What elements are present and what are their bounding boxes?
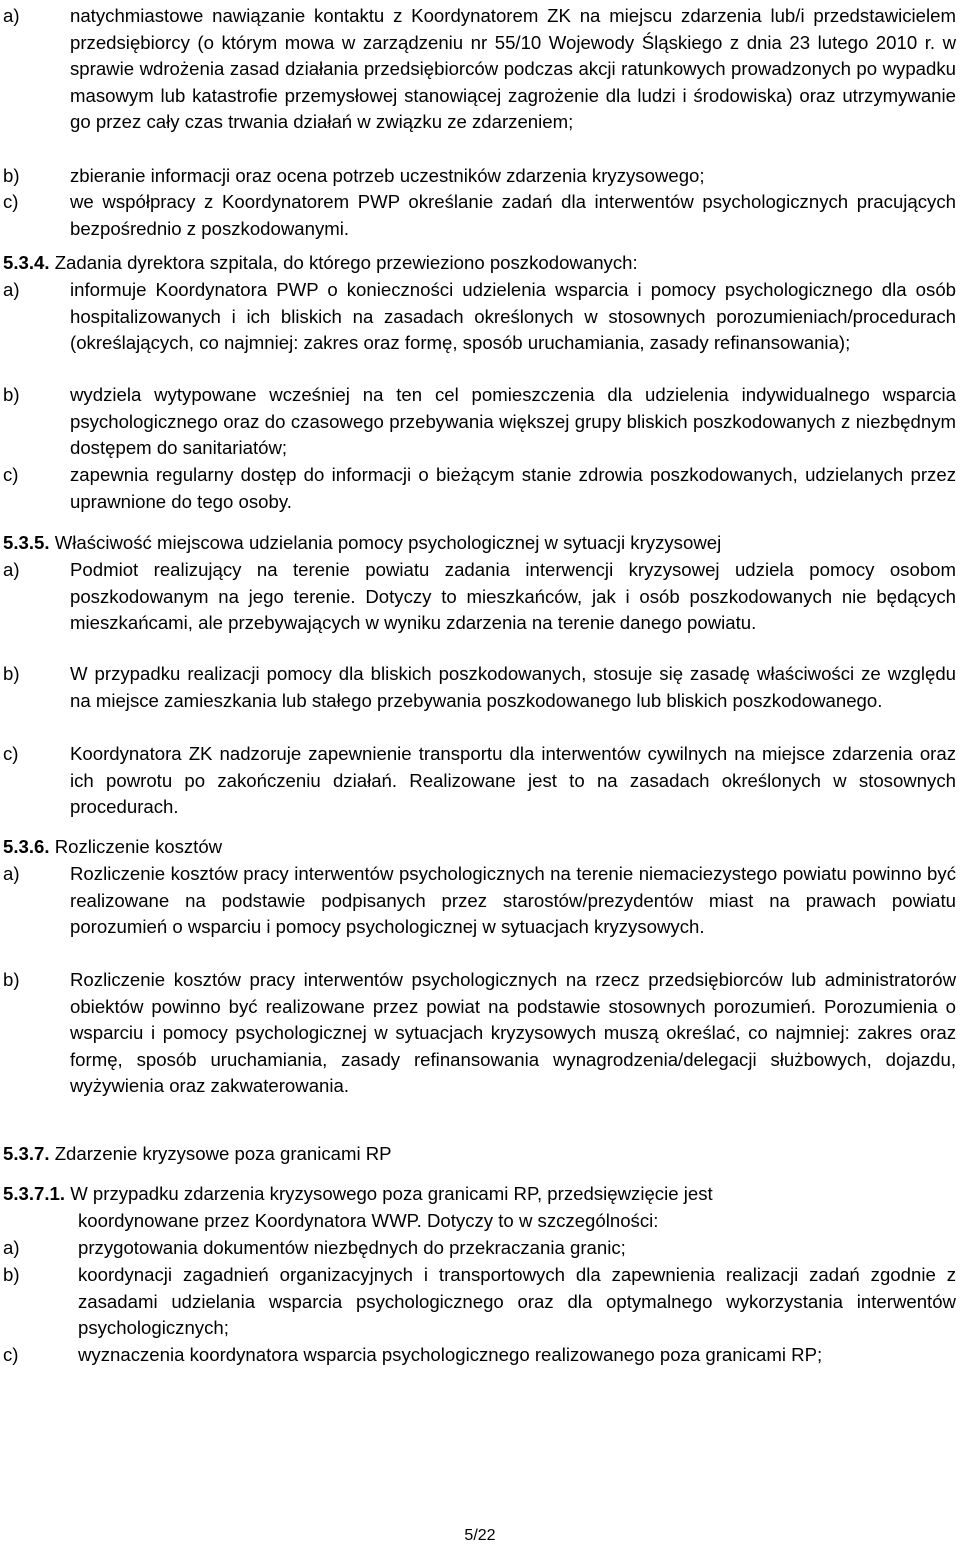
section-title-continuation: koordynowane przez Koordynatora WWP. Dotyczy to w szczególności: bbox=[78, 1209, 659, 1231]
list-text: W przypadku realizacji pomocy dla bliskich poszkodowanych, stosuje się zasadę właściwości ze względu na miejsce zamieszkania lub stałego przebywania poszkodowanego lub bliskich poszkodowanego. bbox=[70, 663, 956, 711]
list-label: c) bbox=[3, 743, 19, 764]
list-label: b) bbox=[3, 663, 20, 684]
list-label: a) bbox=[3, 863, 20, 884]
list-item bbox=[0, 741, 956, 821]
list-item bbox=[0, 382, 956, 462]
section-number: 5.3.4. bbox=[3, 252, 50, 273]
section-title: Właściwość miejscowa udzielania pomocy psychologicznej w sytuacji kryzysowej bbox=[54, 532, 722, 553]
list-label: c) bbox=[3, 464, 19, 485]
section-number: 5.3.5. bbox=[3, 532, 50, 553]
list-label: b) bbox=[3, 384, 20, 405]
section-title: Zadania dyrektora szpitala, do którego przewieziono poszkodowanych: bbox=[54, 252, 638, 273]
list-label: b) bbox=[3, 969, 20, 990]
section-number: 5.3.6. bbox=[3, 836, 50, 857]
list-text: wyznaczenia koordynatora wsparcia psychologicznego realizowanego poza granicami RP; bbox=[78, 1344, 823, 1365]
list-item bbox=[0, 163, 956, 190]
section-title: Zdarzenie kryzysowe poza granicami RP bbox=[54, 1143, 392, 1164]
page-number: 5/22 bbox=[464, 1527, 496, 1544]
list-label: a) bbox=[3, 559, 20, 580]
list-item bbox=[0, 3, 956, 136]
list-item bbox=[0, 189, 956, 242]
list-item bbox=[0, 861, 956, 941]
list-label: a) bbox=[3, 5, 20, 26]
list-label: a) bbox=[3, 1237, 20, 1258]
list-text: Podmiot realizujący na terenie powiatu zadania interwencji kryzysowej udziela pomocy osobom poszkodowanym na jego terenie. Dotyczy to mieszkańców, jak i osób poszkodowanych nie będących mieszkańcami, ale przebywających w wyniku zdarzenia na terenie danego powiatu. bbox=[70, 559, 956, 634]
section-heading-5-3-7-1 bbox=[3, 1181, 956, 1234]
list-text: informuje Koordynatora PWP o konieczności udzielenia wsparcia i pomocy psychologicznego dla osób hospitalizowanych i ich bliskich na zasadach określonych w stosownych porozumieniach/procedurach (określających, co najmniej: zakres oraz formę, sposób uruchamiania, zasady refinansowania); bbox=[70, 279, 956, 354]
section-heading-5-3-7 bbox=[3, 1141, 956, 1168]
list-text: koordynacji zagadnień organizacyjnych i transportowych dla zapewnienia realizacji zadań zgodnie z zasadami udzielania wsparcia psychologicznego oraz dla optymalnego wykorzystania interwentów psychologicznych; bbox=[78, 1264, 956, 1339]
section-heading-5-3-4 bbox=[3, 250, 956, 277]
list-text: zapewnia regularny dostęp do informacji o bieżącym stanie zdrowia poszkodowanych, udzielanych przez uprawnione do tego osoby. bbox=[70, 464, 956, 512]
list-text: wydziela wytypowane wcześniej na ten cel pomieszczenia dla udzielenia indywidualnego wsparcia psychologicznego oraz do czasowego przebywania większej grupy bliskich poszkodowanych z niezbędnym dostępem do sanitariatów; bbox=[70, 384, 956, 459]
section-number: 5.3.7. bbox=[3, 1143, 50, 1164]
section-title: Rozliczenie kosztów bbox=[54, 836, 223, 857]
list-text: Rozliczenie kosztów pracy interwentów psychologicznych na terenie niemaciezystego powiatu powinno być realizowane na podstawie podpisanych przez starostów/prezydentów miast na prawach powiatu porozumień o wsparciu i pomocy psychologicznej w sytuacjach kryzysowych. bbox=[70, 863, 956, 938]
list-item bbox=[0, 1342, 956, 1369]
list-item bbox=[0, 557, 956, 637]
list-text: Koordynatora ZK nadzoruje zapewnienie transportu dla interwentów cywilnych na miejsce zdarzenia oraz ich powrotu po zakończeniu działań. Realizowane jest to na zasadach określonych w stosownych procedurach. bbox=[70, 743, 956, 818]
section-heading-5-3-5 bbox=[3, 530, 956, 557]
list-label: b) bbox=[3, 1264, 20, 1285]
section-heading-5-3-6 bbox=[3, 834, 956, 861]
list-text: natychmiastowe nawiązanie kontaktu z Koordynatorem ZK na miejscu zdarzenia lub/i przedstawicielem przedsiębiorcy (o którym mowa w zarządzeniu nr 55/10 Wojewody Śląskiego z dnia 23 lutego 2010 r. w sprawie wdrożenia zasad działania przedsiębiorców podczas akcji ratunkowych prowadzonych po wypadku masowym lub katastrofie przemysłowej stanowiącej zagrożenie dla ludzi i środowiska) oraz utrzymywanie go przez cały czas trwania działań w związku ze zdarzeniem; bbox=[70, 5, 956, 133]
list-item bbox=[0, 661, 956, 714]
list-label: c) bbox=[3, 191, 19, 212]
list-label: a) bbox=[3, 279, 20, 300]
list-label: c) bbox=[3, 1344, 19, 1365]
list-text: zbieranie informacji oraz ocena potrzeb uczestników zdarzenia kryzysowego; bbox=[70, 165, 705, 186]
section-number: 5.3.7.1. bbox=[3, 1183, 66, 1204]
list-label: b) bbox=[3, 165, 20, 186]
list-item bbox=[0, 967, 956, 1100]
list-text: Rozliczenie kosztów pracy interwentów psychologicznych na rzecz przedsiębiorców lub administratorów obiektów powinno być realizowane przez powiat na podstawie stosownych porozumień. Porozumienia o wsparciu i pomocy psychologicznej w sytuacjach kryzysowych muszą określać, co najmniej: zakres oraz formę, sposób uruchamiania, zasady refinansowania wynagrodzenia/delegacji służbowych, dojazdu, wyżywienia oraz zakwaterowania. bbox=[70, 969, 956, 1097]
list-item bbox=[0, 462, 956, 515]
section-title: W przypadku zdarzenia kryzysowego poza granicami RP, przedsięwzięcie jest bbox=[70, 1183, 713, 1204]
list-text: przygotowania dokumentów niezbędnych do przekraczania granic; bbox=[78, 1237, 626, 1258]
list-item bbox=[0, 1262, 956, 1342]
list-item bbox=[0, 277, 956, 357]
list-text: we współpracy z Koordynatorem PWP określanie zadań dla interwentów psychologicznych pracujących bezpośrednio z poszkodowanymi. bbox=[70, 191, 956, 239]
list-item bbox=[0, 1235, 956, 1262]
